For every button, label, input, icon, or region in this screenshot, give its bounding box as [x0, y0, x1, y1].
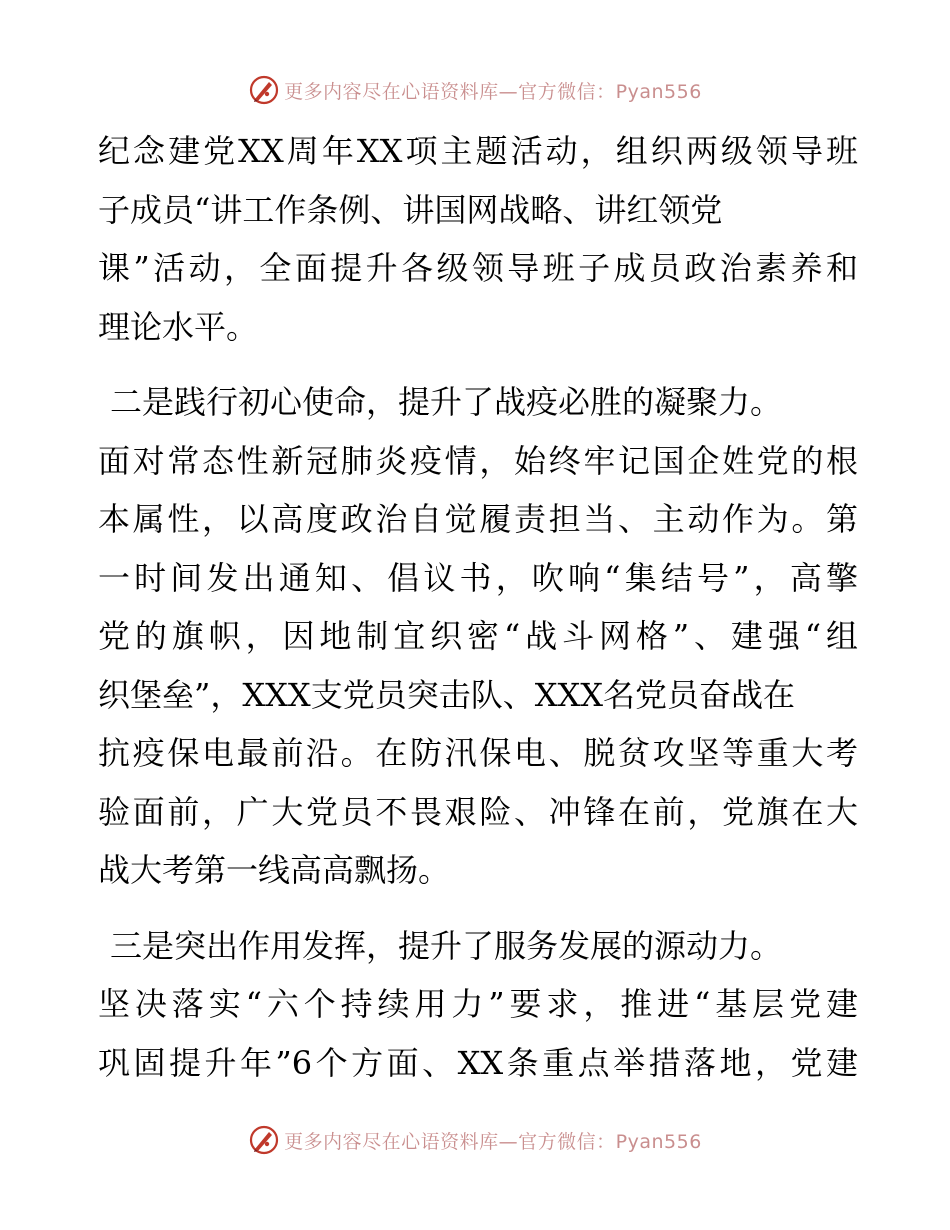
text-line: 验面前，广大党员不畏艰险、冲锋在前，党旗在大 [98, 792, 858, 831]
text-line: 理论水平。 [98, 307, 259, 346]
paragraph [98, 122, 858, 356]
paragraph-heading: 三是突出作用发挥，提升了服务发展的源动力。 [110, 926, 783, 965]
watermark-text: 更多内容尽在心语资料库—官方微信：Pyan556 [284, 80, 702, 103]
text-line: 课”活动，全面提升各级领导班子成员政治素养和 [98, 249, 858, 287]
text-line: 织堡垒”，XXX支党员突击队、XXX名党员奋战在 [98, 675, 796, 714]
paragraph-heading: 二是践行初心使命，提升了战疫必胜的凝聚力。 [110, 383, 783, 421]
footer-watermark [0, 1122, 950, 1158]
text-line: 一时间发出通知、倡议书，吹响“集结号”，高擎 [98, 558, 858, 597]
text-line: 本属性，以高度政治自觉履责担当、主动作为。第 [98, 500, 858, 538]
text-line: 党的旗帜，因地制宜织密“战斗网格”、建强“组 [98, 617, 858, 655]
text-line: 子成员“讲工作条例、讲国网战略、讲红领党 [98, 190, 723, 229]
text-line: 坚决落实“六个持续用力”要求，推进“基层党建 [98, 985, 858, 1023]
document-body [98, 122, 858, 1092]
text-line: 抗疫保电最前沿。在防汛保电、脱贫攻坚等重大考 [98, 734, 858, 772]
text-line: 面对常态性新冠肺炎疫情，始终牢记国企姓党的根 [98, 441, 858, 480]
pen-logo-icon [248, 1124, 280, 1156]
text-line: 纪念建党XX周年XX项主题活动，组织两级领导班 [98, 132, 858, 170]
header-watermark [0, 72, 950, 108]
paragraph [98, 917, 858, 1093]
paragraph [98, 373, 858, 900]
pen-logo-icon [248, 74, 280, 106]
watermark-text: 更多内容尽在心语资料库—官方微信：Pyan556 [284, 1130, 702, 1153]
text-line: 巩固提升年”6个方面、XX条重点举措落地，党建 [98, 1043, 858, 1082]
text-line: 战大考第一线高高飘扬。 [98, 851, 451, 889]
